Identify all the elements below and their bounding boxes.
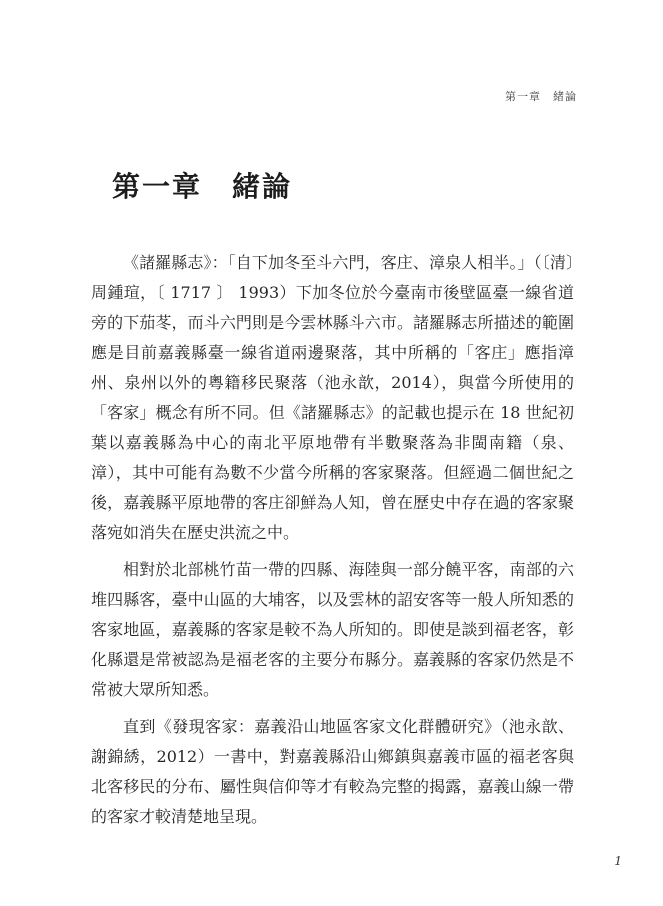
running-header: 第一章 緒論 (505, 90, 577, 103)
page-number: 1 (614, 854, 622, 868)
paragraph: 直到《發現客家：嘉義沿山地區客家文化群體研究》（池永歆、謝錦綉，2012）一書中，對嘉義縣沿山鄉鎮與嘉義市區的福老客與北客移民的分布、屬性與信仰等才有較為完整的揭露，嘉義山線一帶的客家才較清楚地呈現。 (91, 717, 574, 826)
paragraph: 《諸羅縣志》：「自下加冬至斗六門，客庄、漳泉人相半。」（〔清〕周鍾瑄，〔 1717 〕 1993）下加冬位於今臺南市後壁區臺一線省道旁的下茄苳，而斗六門則是今雲林縣斗六市。諸羅縣志所描述的範圍應是目前嘉義縣臺一線省道兩邊聚落，其中所稱的「客庄」應指漳州、泉州以外的粵籍移民聚落（池永歆，2014），與當今所使用的「客家」概念有所不同。但《諸羅縣志》的記載也提示在 18 世紀初葉以嘉義縣為中心的南北平原地帶有半數聚落為非閩南籍（泉、漳），其中可能有為數不少當今所稱的客家聚落。但經過二個世紀之後，嘉義縣平原地帶的客庄卻鮮為人知，曾在歷史中存在過的客家聚落宛如消失在歷史洪流之中。 (91, 253, 574, 542)
body-text (91, 248, 574, 832)
paragraph: 相對於北部桃竹苗一帶的四縣、海陸與一部分饒平客，南部的六堆四縣客，臺中山區的大埔客，以及雲林的詔安客等一般人所知悉的客家地區，嘉義縣的客家是較不為人所知的。即使是談到福老客，彰化縣還是常被認為是福老客的主要分布縣分。嘉義縣的客家仍然是不常被大眾所知悉。 (91, 560, 574, 699)
chapter-title: 第一章 緒論 (112, 170, 293, 203)
